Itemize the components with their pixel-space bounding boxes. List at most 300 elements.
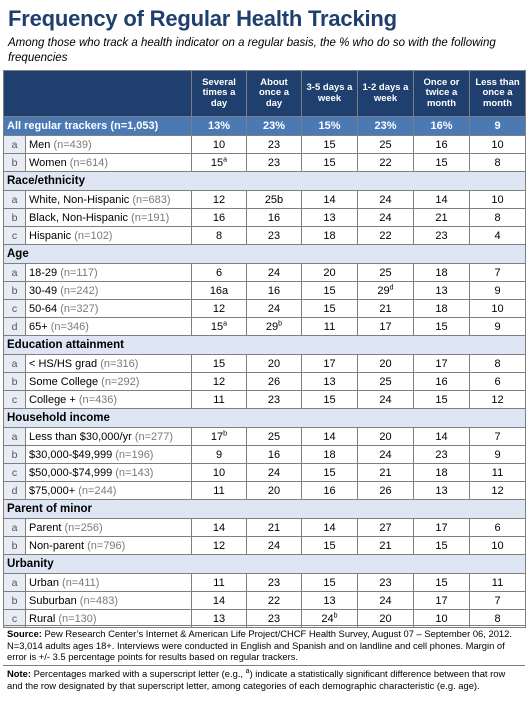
row-sample-size: (n=191) (131, 211, 170, 224)
row-label-text: Suburban (29, 594, 77, 607)
row-letter: b (4, 446, 26, 464)
table-cell (358, 282, 414, 300)
row-sample-size: (n=346) (50, 320, 89, 333)
cell-value: 14 (323, 430, 336, 443)
cell-value: 11 (491, 466, 504, 479)
table-cell (247, 519, 302, 537)
cell-value: 10 (491, 193, 504, 206)
table-row (4, 574, 526, 592)
table-cell (192, 264, 247, 282)
table-cell (470, 537, 526, 555)
row-label-text: Rural (29, 612, 56, 625)
table-cell (302, 464, 358, 482)
cell-value: 11 (491, 576, 504, 589)
cell-value: 6 (215, 266, 223, 279)
table-cell: 16% (414, 117, 470, 136)
table-cell (470, 464, 526, 482)
cell-value: 11 (213, 484, 225, 497)
table-cell (192, 464, 247, 482)
table-cell (302, 191, 358, 209)
row-label-text: $30,000-$49,999 (29, 448, 113, 461)
cell-value: 16 (435, 375, 448, 388)
cell-value: 10 (491, 302, 504, 315)
source-text: Pew Research Center’s Internet & American Life Project/CHCF Health Survey, August 07 – September 06, 2012. N=3,014 adults ages 18+. Interviews were conducted in English and Spanish and on landline and cell phones. Margin of error is +/- 3.5 percentage points for results based on regular trackers. (7, 628, 512, 662)
table-cell (192, 355, 247, 373)
row-label-text: Women (29, 156, 67, 169)
cell-value: 24 (267, 539, 281, 552)
cell-value: 16 (212, 211, 226, 224)
table-cell: 9 (470, 117, 526, 136)
section-title: Parent of minor (4, 500, 526, 519)
table-cell (247, 428, 302, 446)
row-label-text: Non-parent (29, 539, 85, 552)
section-title: Education attainment (4, 336, 526, 355)
note-label: Note: (7, 668, 31, 679)
table-cell (247, 373, 302, 391)
cell-value: 24 (379, 393, 392, 406)
cell-value: 6 (494, 521, 501, 534)
cell-value: 23 (267, 612, 281, 625)
table-row (4, 318, 526, 336)
table-cell (414, 574, 470, 592)
cell-value: 13 (323, 594, 336, 607)
row-letter: a (4, 264, 26, 282)
row-label-text: 65+ (29, 320, 48, 333)
row-sample-size: (n=316) (100, 357, 139, 370)
table-cell (302, 391, 358, 409)
cell-value: 23 (379, 576, 392, 589)
row-label-text: 18-29 (29, 266, 58, 279)
table-cell (192, 428, 247, 446)
row-label (26, 136, 192, 154)
row-label (26, 592, 192, 610)
row-label (26, 446, 192, 464)
cell-value: 23 (267, 156, 281, 169)
row-letter: b (4, 592, 26, 610)
table-row (4, 482, 526, 500)
cell-value: 12 (491, 484, 504, 497)
table-cell (470, 428, 526, 446)
table-cell (302, 300, 358, 318)
cell-value: 15 (435, 576, 448, 589)
cell-value: 20 (379, 612, 392, 625)
column-header: 1-2 days a week (358, 71, 414, 117)
cell-value: 14 (212, 521, 226, 534)
cell-value: 18 (323, 448, 336, 461)
cell-value: 25 (379, 375, 392, 388)
table-cell (192, 154, 247, 172)
cell-value: 20 (379, 357, 392, 370)
row-letter: c (4, 610, 26, 628)
table-cell (192, 318, 247, 336)
cell-value: 15 (323, 393, 336, 406)
table-cell (302, 592, 358, 610)
row-sample-size: (n=256) (64, 521, 103, 534)
cell-value: 10 (491, 539, 504, 552)
row-letter: a (4, 428, 26, 446)
table-cell (470, 519, 526, 537)
cell-superscript: a (223, 155, 228, 163)
table-cell (247, 574, 302, 592)
cell-value: 26 (267, 375, 281, 388)
cell-value: 8 (494, 156, 501, 169)
table-cell (302, 136, 358, 154)
table-cell (192, 191, 247, 209)
cell-value: 24 (267, 466, 281, 479)
table-cell (414, 519, 470, 537)
row-label (26, 209, 192, 227)
cell-value: 24 (379, 193, 392, 206)
table-cell (470, 318, 526, 336)
table-row (4, 446, 526, 464)
row-label (26, 264, 192, 282)
table-cell (414, 191, 470, 209)
tracking-frequency-table (3, 70, 526, 628)
row-label-text: Less than $30,000/yr (29, 430, 132, 443)
note-superscript: a (245, 667, 250, 675)
section-header-row (4, 245, 526, 264)
cell-value: 25 (379, 266, 392, 279)
cell-value: 11 (323, 320, 336, 333)
table-cell (358, 482, 414, 500)
cell-value: 16a (209, 284, 229, 297)
row-label-text: $50,000-$74,999 (29, 466, 113, 479)
table-cell (192, 537, 247, 555)
row-letter: c (4, 391, 26, 409)
cell-value: 25 (379, 138, 392, 151)
row-label-text: Men (29, 138, 51, 151)
cell-superscript: b (223, 429, 228, 437)
row-label (26, 373, 192, 391)
table-cell (414, 391, 470, 409)
table-row (4, 537, 526, 555)
cell-value: 15 (323, 156, 336, 169)
table-row (4, 373, 526, 391)
cell-value: 18 (435, 302, 448, 315)
cell-value: 15 (323, 466, 336, 479)
table-cell (358, 391, 414, 409)
header-blank (4, 71, 192, 117)
cell-value: 23 (267, 138, 281, 151)
row-label (26, 519, 192, 537)
row-sample-size: (n=796) (87, 539, 126, 552)
table-row (4, 300, 526, 318)
table-cell (358, 446, 414, 464)
table-cell (247, 136, 302, 154)
table-cell (192, 519, 247, 537)
row-letter: a (4, 136, 26, 154)
cell-value: 15 (323, 539, 336, 552)
cell-value: 18 (435, 466, 448, 479)
table-cell (470, 446, 526, 464)
section-title: Race/ethnicity (4, 172, 526, 191)
table-cell (247, 355, 302, 373)
table-row (4, 264, 526, 282)
row-letter: b (4, 282, 26, 300)
table-cell (247, 464, 302, 482)
table-cell (192, 574, 247, 592)
row-letter: a (4, 191, 26, 209)
row-sample-size: (n=102) (74, 229, 113, 242)
row-label (26, 537, 192, 555)
cell-value: 14 (323, 193, 336, 206)
cell-value: 20 (323, 266, 336, 279)
table-cell (247, 154, 302, 172)
table-cell (470, 154, 526, 172)
cell-value: 20 (267, 484, 281, 497)
table-row (4, 136, 526, 154)
table-cell (470, 482, 526, 500)
cell-value: 22 (379, 156, 392, 169)
cell-value: 17 (435, 521, 448, 534)
row-sample-size: (n=483) (79, 594, 119, 607)
cell-value: 12 (491, 393, 504, 406)
cell-value: 23 (267, 576, 281, 589)
note-text: ) indicate a statistically significant difference between that row and the row designated by that superscript letter, among categories of each demographic characteristic (e.g. age). (7, 668, 506, 691)
cell-value: 10 (491, 138, 504, 151)
cell-value: 16 (267, 448, 281, 461)
table-cell (302, 446, 358, 464)
cell-value: 17 (379, 320, 392, 333)
table-cell (192, 482, 247, 500)
cell-value: 14 (212, 594, 226, 607)
table-cell (247, 318, 302, 336)
cell-value: 11 (213, 393, 225, 406)
row-letter: c (4, 300, 26, 318)
table-cell (470, 355, 526, 373)
row-letter: c (4, 464, 26, 482)
page-title: Frequency of Regular Health Tracking (8, 6, 397, 31)
column-header: Less than once a month (470, 71, 526, 117)
cell-value: 23 (267, 229, 281, 242)
table-cell (358, 592, 414, 610)
table-cell (302, 355, 358, 373)
table-cell (470, 227, 526, 245)
cell-value: 12 (212, 375, 226, 388)
row-label-text: Parent (29, 521, 62, 534)
cell-superscript: b (278, 319, 283, 327)
cell-value: 9 (215, 448, 223, 461)
cell-value: 17 (210, 430, 224, 443)
row-letter: d (4, 482, 26, 500)
cell-value: 8 (494, 211, 501, 224)
table-cell (302, 428, 358, 446)
cell-value: 9 (494, 320, 501, 333)
row-sample-size: (n=411) (62, 576, 100, 589)
cell-value: 15 (323, 284, 336, 297)
table-cell (247, 537, 302, 555)
cell-value: 21 (379, 302, 392, 315)
cell-value: 25b (264, 193, 284, 206)
table-cell (414, 464, 470, 482)
table-cell (470, 282, 526, 300)
row-label-text: 30-49 (29, 284, 58, 297)
cell-value: 15 (323, 138, 336, 151)
table-cell: 15% (302, 117, 358, 136)
cell-value: 13 (435, 484, 448, 497)
table-cell (192, 592, 247, 610)
source-label: Source: (7, 628, 42, 639)
table-cell (247, 191, 302, 209)
table-cell (302, 537, 358, 555)
cell-value: 17 (323, 357, 336, 370)
table-cell (358, 464, 414, 482)
table-cell (358, 428, 414, 446)
cell-value: 12 (212, 193, 226, 206)
table-cell (470, 574, 526, 592)
cell-value: 17 (435, 594, 448, 607)
cell-superscript: d (389, 283, 394, 291)
cell-value: 24 (379, 448, 392, 461)
table-cell (358, 574, 414, 592)
table-cell (247, 227, 302, 245)
cell-value: 15 (435, 539, 448, 552)
row-sample-size: (n=327) (60, 302, 99, 315)
row-letter: b (4, 373, 26, 391)
cell-value: 13 (212, 612, 226, 625)
row-sample-size: (n=244) (78, 484, 117, 497)
table-cell (302, 282, 358, 300)
cell-value: 21 (379, 539, 392, 552)
table-cell (192, 373, 247, 391)
section-title: Household income (4, 409, 526, 428)
cell-value: 6 (494, 375, 501, 388)
cell-value: 22 (267, 594, 281, 607)
table-cell (247, 300, 302, 318)
table-cell (414, 428, 470, 446)
row-sample-size: (n=683) (132, 193, 171, 206)
row-sample-size: (n=242) (60, 284, 99, 297)
row-letter: b (4, 154, 26, 172)
row-label-text: 50-64 (29, 302, 58, 315)
row-label (26, 227, 192, 245)
table-cell (302, 154, 358, 172)
table-cell (414, 154, 470, 172)
table-cell (358, 191, 414, 209)
section-header-row (4, 172, 526, 191)
row-label (26, 154, 192, 172)
table-cell (470, 191, 526, 209)
row-sample-size: (n=439) (53, 138, 92, 151)
row-label (26, 318, 192, 336)
row-label (26, 282, 192, 300)
table-row (4, 428, 526, 446)
row-label-text: Some College (29, 375, 99, 388)
cell-value: 9 (494, 448, 501, 461)
cell-value: 17 (435, 357, 448, 370)
page-subtitle: Among those who track a health indicator on a regular basis, the % who do so with the following frequencies (8, 37, 496, 64)
row-letter: b (4, 209, 26, 227)
row-label-text: College + (29, 393, 76, 406)
table-cell (247, 282, 302, 300)
table-cell (358, 373, 414, 391)
table-cell (358, 318, 414, 336)
table-cell: 13% (192, 117, 247, 136)
row-letter: b (4, 537, 26, 555)
cell-value: 12 (212, 302, 226, 315)
row-letter: c (4, 227, 26, 245)
row-label (26, 391, 192, 409)
table-cell (414, 318, 470, 336)
table-row (4, 227, 526, 245)
all-trackers-label: All regular trackers (n=1,053) (4, 117, 192, 136)
table-cell (247, 446, 302, 464)
table-cell (414, 136, 470, 154)
table-cell (470, 209, 526, 227)
table-cell (192, 136, 247, 154)
cell-value: 25 (267, 430, 281, 443)
table-cell (192, 391, 247, 409)
cell-value: 26 (379, 484, 392, 497)
cell-value: 13 (323, 211, 336, 224)
cell-value: 23 (267, 393, 281, 406)
table-cell (414, 592, 470, 610)
table-cell (302, 209, 358, 227)
cell-value: 29 (377, 284, 390, 297)
cell-value: 24 (321, 612, 334, 625)
cell-value: 22 (379, 229, 392, 242)
table-row (4, 464, 526, 482)
row-label-text: Urban (29, 576, 59, 589)
row-letter: a (4, 355, 26, 373)
cell-value: 15 (435, 320, 448, 333)
table-cell (358, 264, 414, 282)
row-label (26, 464, 192, 482)
table-cell (192, 446, 247, 464)
cell-value: 13 (323, 375, 336, 388)
table-cell (302, 519, 358, 537)
table-row (4, 519, 526, 537)
table-cell (192, 300, 247, 318)
column-header: About once a day (247, 71, 302, 117)
cell-value: 15 (210, 156, 224, 169)
row-label (26, 300, 192, 318)
cell-value: 27 (379, 521, 392, 534)
table-cell (470, 264, 526, 282)
table-cell (247, 592, 302, 610)
table-cell (247, 264, 302, 282)
row-sample-size: (n=614) (69, 156, 108, 169)
cell-value: 16 (267, 211, 281, 224)
row-label (26, 574, 192, 592)
cell-value: 16 (323, 484, 336, 497)
table-row (4, 209, 526, 227)
cell-value: 11 (213, 576, 225, 589)
row-sample-size: (n=436) (78, 393, 118, 406)
row-label (26, 191, 192, 209)
table-cell (192, 282, 247, 300)
cell-value: 21 (379, 466, 392, 479)
row-label (26, 428, 192, 446)
row-letter: a (4, 519, 26, 537)
significance-note (3, 665, 525, 691)
cell-value: 10 (212, 466, 226, 479)
cell-value: 7 (494, 594, 501, 607)
table-cell (247, 482, 302, 500)
column-header: Several times a day (192, 71, 247, 117)
table-cell (470, 373, 526, 391)
cell-value: 20 (267, 357, 281, 370)
table-cell (470, 391, 526, 409)
row-sample-size: (n=143) (115, 466, 154, 479)
section-title: Age (4, 245, 526, 264)
cell-value: 21 (267, 521, 281, 534)
cell-value: 15 (435, 156, 448, 169)
cell-value: 23 (435, 448, 448, 461)
cell-value: 14 (323, 521, 336, 534)
table-cell (302, 373, 358, 391)
cell-value: 29 (265, 320, 279, 333)
